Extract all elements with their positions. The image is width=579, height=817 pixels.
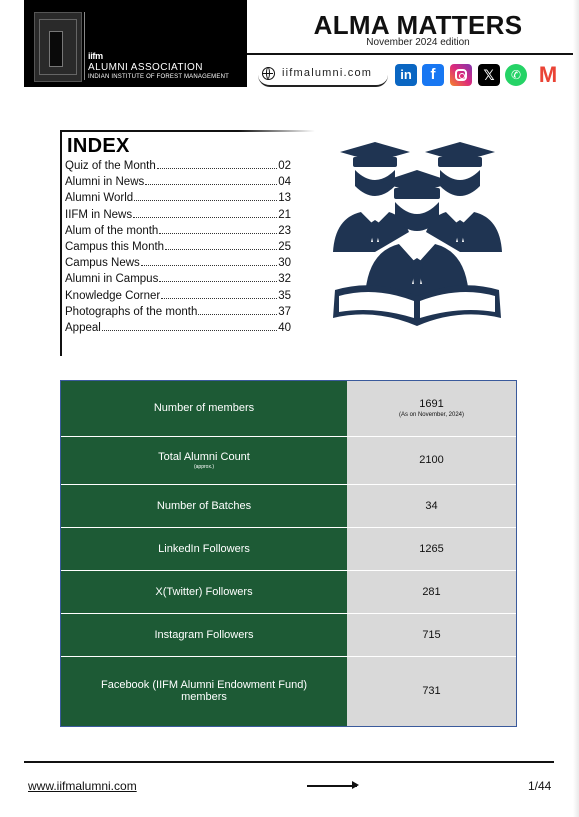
stats-label: LinkedIn Followers [158, 542, 250, 555]
index-item-label: Alum of the month [65, 224, 159, 237]
index-item-page: 13 [278, 192, 291, 205]
index-item[interactable] [65, 306, 291, 322]
index-item-page: 21 [278, 208, 291, 221]
index-item-label: Photographs of the month [65, 305, 198, 318]
stats-value: 34 [425, 499, 438, 512]
stats-label: Number of members [153, 402, 255, 415]
globe-icon [262, 67, 275, 80]
stats-value: 2100 [419, 454, 444, 466]
index-item-label: Alumni in Campus [65, 273, 159, 286]
stats-value-cell [347, 656, 516, 726]
stats-value-note: (As on November, 2024) [398, 412, 465, 419]
stats-label-cell [61, 613, 347, 656]
index-item-page: 37 [278, 305, 291, 318]
stats-label-cell [61, 484, 347, 527]
index-item-label: Knowledge Corner [65, 289, 161, 302]
x-twitter-icon[interactable]: 𝕏 [478, 64, 500, 86]
page-edge-shadow [573, 0, 579, 817]
index-item[interactable] [65, 322, 291, 338]
index-item-page: 25 [278, 240, 291, 253]
stats-row [61, 484, 516, 527]
index-leader-dots [161, 297, 277, 299]
whatsapp-icon[interactable]: ✆ [505, 64, 527, 86]
index-leader-dots [141, 264, 277, 266]
stats-value: 1691 [419, 398, 444, 411]
index-item-page: 32 [278, 273, 291, 286]
stats-value-cell [347, 484, 516, 527]
index-leader-dots [159, 280, 277, 282]
stats-label-cell [61, 381, 347, 436]
stats-row [61, 436, 516, 484]
index-item-page: 23 [278, 224, 291, 237]
stats-value-cell [347, 527, 516, 570]
index-item-page: 30 [278, 257, 291, 270]
index-border-top [60, 130, 315, 132]
index-item-label: Alumni World [65, 192, 134, 205]
index-item-label: Campus this Month [65, 240, 165, 253]
stats-value: 715 [422, 628, 441, 641]
index-item[interactable] [65, 160, 291, 176]
stats-row [61, 656, 516, 726]
index-item[interactable] [65, 225, 291, 241]
association-subtitle: INDIAN INSTITUTE OF FOREST MANAGEMENT [88, 74, 229, 80]
page-number: 1/44 [528, 779, 552, 793]
index-item[interactable] [65, 192, 291, 208]
index-leader-dots [157, 167, 277, 169]
edition-label: November 2024 edition [366, 37, 470, 48]
index-leader-dots [159, 232, 277, 234]
stats-row [61, 570, 516, 613]
index-item-label: Alumni in News [65, 176, 145, 189]
stats-label-note: (approx.) [193, 463, 214, 470]
index-item-label: Quiz of the Month [65, 160, 156, 172]
index-leader-dots [102, 329, 277, 331]
footer-website-link[interactable]: www.iifmalumni.com [28, 779, 137, 793]
index-item[interactable] [65, 257, 291, 273]
index-list [65, 160, 291, 338]
stats-value-cell [347, 613, 516, 656]
linkedin-icon[interactable]: in [395, 64, 417, 86]
index-item[interactable] [65, 176, 291, 192]
stats-label-cell [61, 656, 347, 726]
header-website-link[interactable]: iifmalumni.com [282, 67, 373, 79]
footer-rule [24, 761, 554, 763]
header-rule [247, 53, 579, 55]
stats-row [61, 613, 516, 656]
stats-label-cell [61, 436, 347, 484]
index-item-label: Appeal [65, 321, 101, 334]
stats-label-cell [61, 527, 347, 570]
stats-value-cell [347, 381, 516, 436]
stats-label-cell [61, 570, 347, 613]
stats-value-cell [347, 570, 516, 613]
index-item-label: IIFM in News [65, 208, 133, 221]
index-leader-dots [133, 216, 277, 218]
index-item[interactable] [65, 209, 291, 225]
logo-divider [84, 12, 85, 80]
index-item-label: Campus News [65, 257, 140, 270]
graduates-reading-icon [325, 140, 510, 330]
index-title: INDEX [67, 135, 130, 157]
stats-label: Total Alumni Count [158, 450, 250, 463]
instagram-icon[interactable] [450, 64, 472, 86]
stats-value: 731 [422, 685, 441, 698]
index-leader-dots [134, 199, 277, 201]
next-arrow-icon[interactable] [352, 781, 359, 789]
index-leader-dots [165, 248, 277, 250]
index-item-page: 02 [278, 160, 291, 172]
stats-row [61, 381, 516, 436]
stats-label: Facebook (IIFM Alumni Endowment Fund) members [100, 679, 308, 704]
index-item[interactable] [65, 273, 291, 289]
index-leader-dots [145, 183, 277, 185]
stats-table [60, 380, 517, 727]
iifm-logo-mark: iifm [88, 51, 103, 61]
facebook-icon[interactable]: f [422, 64, 444, 86]
index-item-page: 04 [278, 176, 291, 189]
stats-value-cell [347, 436, 516, 484]
magazine-title: ALMA MATTERS [313, 10, 523, 40]
gmail-icon[interactable]: M [533, 64, 563, 86]
stats-value: 281 [422, 585, 441, 598]
association-title: ALUMNI ASSOCIATION [88, 62, 203, 73]
index-item[interactable] [65, 290, 291, 306]
index-border-left [60, 130, 62, 356]
stats-value: 1265 [419, 542, 444, 555]
index-item-page: 35 [278, 289, 291, 302]
next-arrow-line[interactable] [307, 785, 357, 787]
stats-row [61, 527, 516, 570]
index-item-page: 40 [278, 321, 291, 334]
index-leader-dots [198, 313, 277, 315]
stats-label: X(Twitter) Followers [155, 585, 253, 598]
stats-label: Instagram Followers [154, 628, 254, 641]
association-photo [34, 12, 82, 82]
index-item[interactable] [65, 241, 291, 257]
stats-label: Number of Batches [156, 499, 252, 512]
